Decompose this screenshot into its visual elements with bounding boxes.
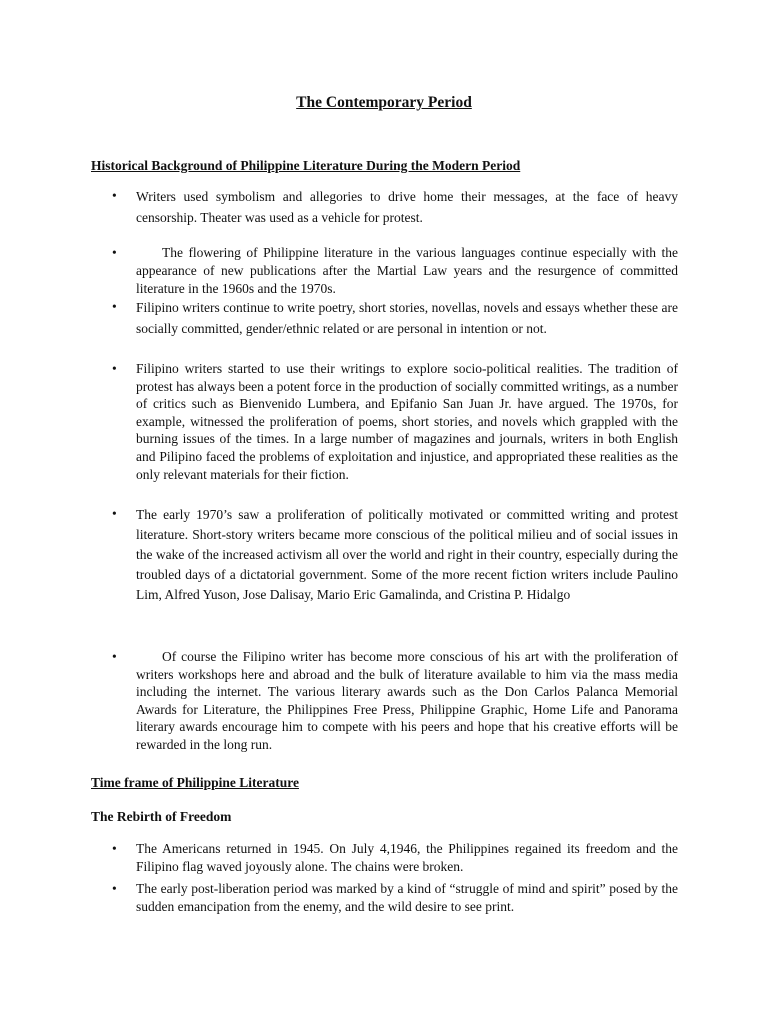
bullet-marker: • [112, 649, 117, 664]
list-item-text: Writers used symbolism and allegories to drive home their messages, at the face of heavy censorship. Theater was used as a vehicle for protest. [136, 189, 678, 225]
list-item-text: The early post-liberation period was marked by a kind of “struggle of mind and spirit” posed by the sudden emancipation from the enemy, and the wild desire to see print. [136, 881, 678, 914]
list-item-text: The early 1970’s saw a proliferation of politically motivated or committed writing and protest literature. Short-story writers became more conscious of the political milieu and of social issues in the wake of the increased activism all over the world and right in their country, especially during the troubled days of a dictatorial government. Some of the more recent fiction writers include Paulino Lim, Alfred Yuson, Jose Dalisay, Mario Eric Gamalinda, and Cristina P. Hidalgo [136, 507, 678, 602]
bullet-marker: • [112, 299, 117, 314]
bullet-marker: • [112, 188, 117, 203]
list-item [112, 298, 678, 339]
list-item [112, 244, 678, 298]
bullet-marker: • [112, 245, 117, 260]
section-heading-rebirth-of-freedom: The Rebirth of Freedom [91, 809, 232, 824]
list-item [112, 187, 678, 228]
list-item [112, 648, 678, 754]
bullet-marker: • [112, 361, 117, 376]
list-item-text: Filipino writers continue to write poetry, short stories, novellas, novels and essays whether these are socially committed, gender/ethnic related or are personal in intention or not. [136, 300, 678, 336]
list-item [112, 840, 678, 876]
section-heading-time-frame: Time frame of Philippine Literature [91, 775, 299, 790]
bullet-marker: • [112, 841, 117, 856]
section-heading-historical-background: Historical Background of Philippine Literature During the Modern Period [91, 158, 521, 173]
list-item [112, 505, 678, 605]
list-item [112, 360, 678, 483]
bullet-marker: • [112, 506, 117, 521]
page-title: The Contemporary Period [296, 94, 472, 111]
bullet-marker: • [112, 881, 117, 896]
list-item-text: The Americans returned in 1945. On July 4,1946, the Philippines regained its freedom and the Filipino flag waved joyously alone. The chains were broken. [136, 841, 678, 874]
list-item-text: Filipino writers started to use their writings to explore socio-political realities. The tradition of protest has always been a potent force in the production of socially committed writings, as a number of critics such as Bienvenido Lumbera, and Epifanio San Juan Jr. have argued. The 1970s, for example, witnessed the proliferation of poems, short stories, and novels which grappled with the burning issues of the times. In a large number of magazines and journals, writers in both English and Pilipino faced the problems of exploitation and injustice, and appropriated these realities as the only relevant materials for their fiction. [136, 361, 678, 482]
list-item-text: Of course the Filipino writer has become more conscious of his art with the proliferation of writers workshops here and abroad and the bulk of literature available to him via the mass media including the internet. The various literary awards such as the Don Carlos Palanca Memorial Awards for Literature, the Philippines Free Press, Philippine Graphic, Home Life and Panorama literary awards encourage him to compete with his peers and hope that his creative efforts will be rewarded in the long run. [136, 649, 678, 752]
list-item-text: The flowering of Philippine literature in the various languages continue especially with the appearance of new publications after the Martial Law years and the resurgence of committed literature in the 1960s and the 1970s. [136, 245, 678, 296]
list-item [112, 880, 678, 916]
